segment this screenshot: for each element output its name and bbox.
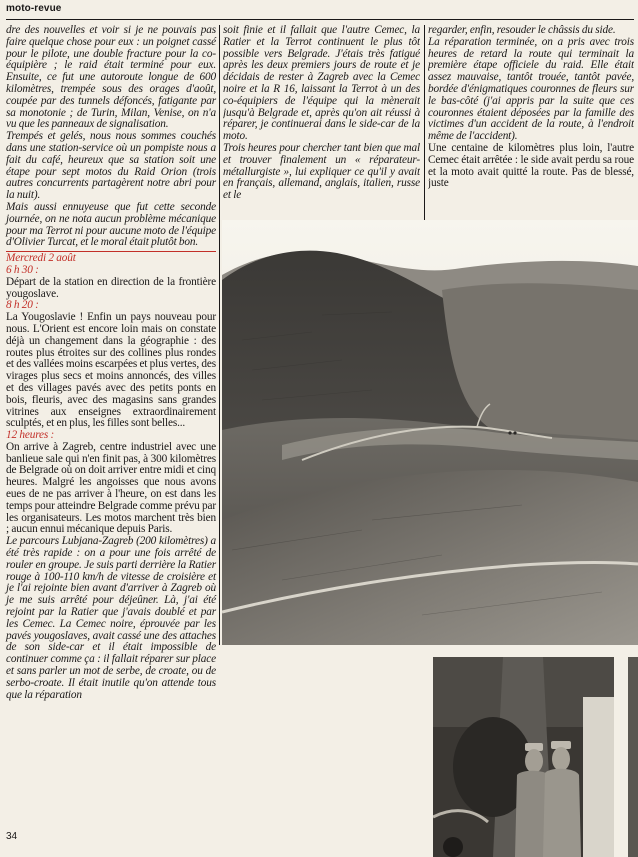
time-heading: 6 h 30 : xyxy=(6,263,39,276)
time-heading: 8 h 20 : xyxy=(6,299,39,312)
column-3 xyxy=(428,25,634,225)
column-2 xyxy=(223,25,420,225)
column-1 xyxy=(6,25,216,701)
hill-landscape-photo xyxy=(222,220,638,645)
column-divider xyxy=(219,25,220,645)
soldiers-image xyxy=(433,657,614,857)
edge-photo xyxy=(628,657,638,857)
paragraph: soit finie et il fallait que l'autre Cemec, la Ratier et la Terrot continuent le plus tôt possible vers Belgrade. J'étais très fatigué après les deux premiers jours de route et je décidais de rester à Zagreb avec la Cemec noire et la R 16, laissant la Terrot à un des co-équipiers de l'équipe qui la mènerait jusqu'à Belgrade et, après qu'on ait réussi à réparer, je continuerai dans le side-car de la moto. xyxy=(223,25,420,143)
hill-landscape-image xyxy=(222,220,638,645)
paragraph: Trois heures pour chercher tant bien que mal et trouver finalement un « réparateur-métallurgiste », lui expliquer ce qu'il y avait en français, allemand, anglais, italien, russe et le xyxy=(223,141,420,202)
column-divider xyxy=(424,25,425,220)
header-rule xyxy=(6,19,634,20)
magazine-header: moto-revue xyxy=(6,3,62,14)
paragraph: La réparation terminée, on a pris avec trois heures de retard la route qui terminait la première étape officiele du raid. Elle était assez mauvaise, tantôt trouée, tantôt pavée, bordée d'énigmatiques couronnes de fleurs sur le bas-côté (j'ai appris par la suite que ces couronnes étaient déposées par la famille des victimes d'un accident de la route, à l'endroit même de l'accident). xyxy=(428,35,634,143)
soldiers-photo xyxy=(433,657,614,857)
paragraph: Mais aussi ennuyeuse que fut cette seconde journée, on ne nota aucun problème mécanique pour ma Terrot ni pour aucune moto de l'équipe d'Olivier Turcat, et le moral était plutôt bon. xyxy=(6,200,216,249)
time-heading: 12 heures : xyxy=(6,429,55,442)
paragraph: On arrive à Zagreb, centre industriel avec une banlieue sale qui n'en finit pas, à 300 kilomètres de Belgrade où on doit arriver entre midi et cinq heures. Malgré les angoisses que nous avons eues de ne pas arriver à l'heure, on est dans les temps pour atteindre Belgrade comme prévu par les organisateurs. Les motos marchent très bien ; aucun ennui mécanique depuis Paris. xyxy=(6,440,216,536)
edge-photo-image xyxy=(628,657,638,857)
paragraph: regarder, enfin, resouder le châssis du side. xyxy=(428,25,616,36)
paragraph: Départ de la station en direction de la frontière yougoslave. xyxy=(6,275,216,300)
page-number: 34 xyxy=(6,831,18,842)
paragraph: La Yougoslavie ! Enfin un pays nouveau pour nous. L'Orient est encore loin mais on constate déjà un changement dans la géographie : des routes plus étroites sur des collines plus rondes et des vallées moins escarpées et plus vertes, des virages plus secs et moins annoncés, des villes et des villages pavés avec des petits ponts en bois, fleuris, avec des magasins sans grandes vitrines aux enseignes extraordinairement sculptés, et en plus, les filles sont belles... xyxy=(6,311,217,430)
date-heading: Mercredi 2 août xyxy=(6,252,76,265)
paragraph: Trempés et gelés, nous nous sommes couchés dans une station-service où un pompiste nous a fait du café, heureux que sa station soit une étape pour sept motos du Raid Orion (trois autres concurrents partagèrent notre abri pour la nuit). xyxy=(6,130,216,202)
paragraph: Le parcours Lubjana-Zagreb (200 kilomètres) a été très rapide : on a pour une fois arrêté de rouler en groupe. Je suis parti derrière la Ratier rouge à 100-110 km/h de vitesse de croisière et je l'ai rejointe bien avant d'arriver à Zagreb où je me suis arrêté pour déjeûner. Là, j'ai été rejoint par la Ratier que j'avais doublé et par les Cemec. La Cemec noire, éprouvée par les pavés yougoslaves, avait cassé une des attaches de son side-car et il était impossible de continuer comme ça : il fallait réparer sur place et sans parler un mot de serbe, de croate, ou de serbo-croate. Il était inutile qu'on attende tous que la réparation xyxy=(6,535,216,701)
paragraph: Une centaine de kilomètres plus loin, l'autre Cemec était arrêtée : le side avait perdu sa roue et la moto avait quitté la route. Pas de blessé, juste xyxy=(428,141,634,190)
paragraph: dre des nouvelles et voir si je ne pouvais pas faire quelque chose pour eux : un poignet cassé pour le pilote, une double fracture pour la co-équipière ; le raid était terminé pour eux. Ensuite, ce fut une autoroute longue de 600 kilomètres, trempée sous des orages d'août, coupée par des tunnels défoncés, fatigante par sa monotonie ; de Turin, Milan, Venise, on n'a vu que les panneaux de signalisation. xyxy=(6,24,216,131)
